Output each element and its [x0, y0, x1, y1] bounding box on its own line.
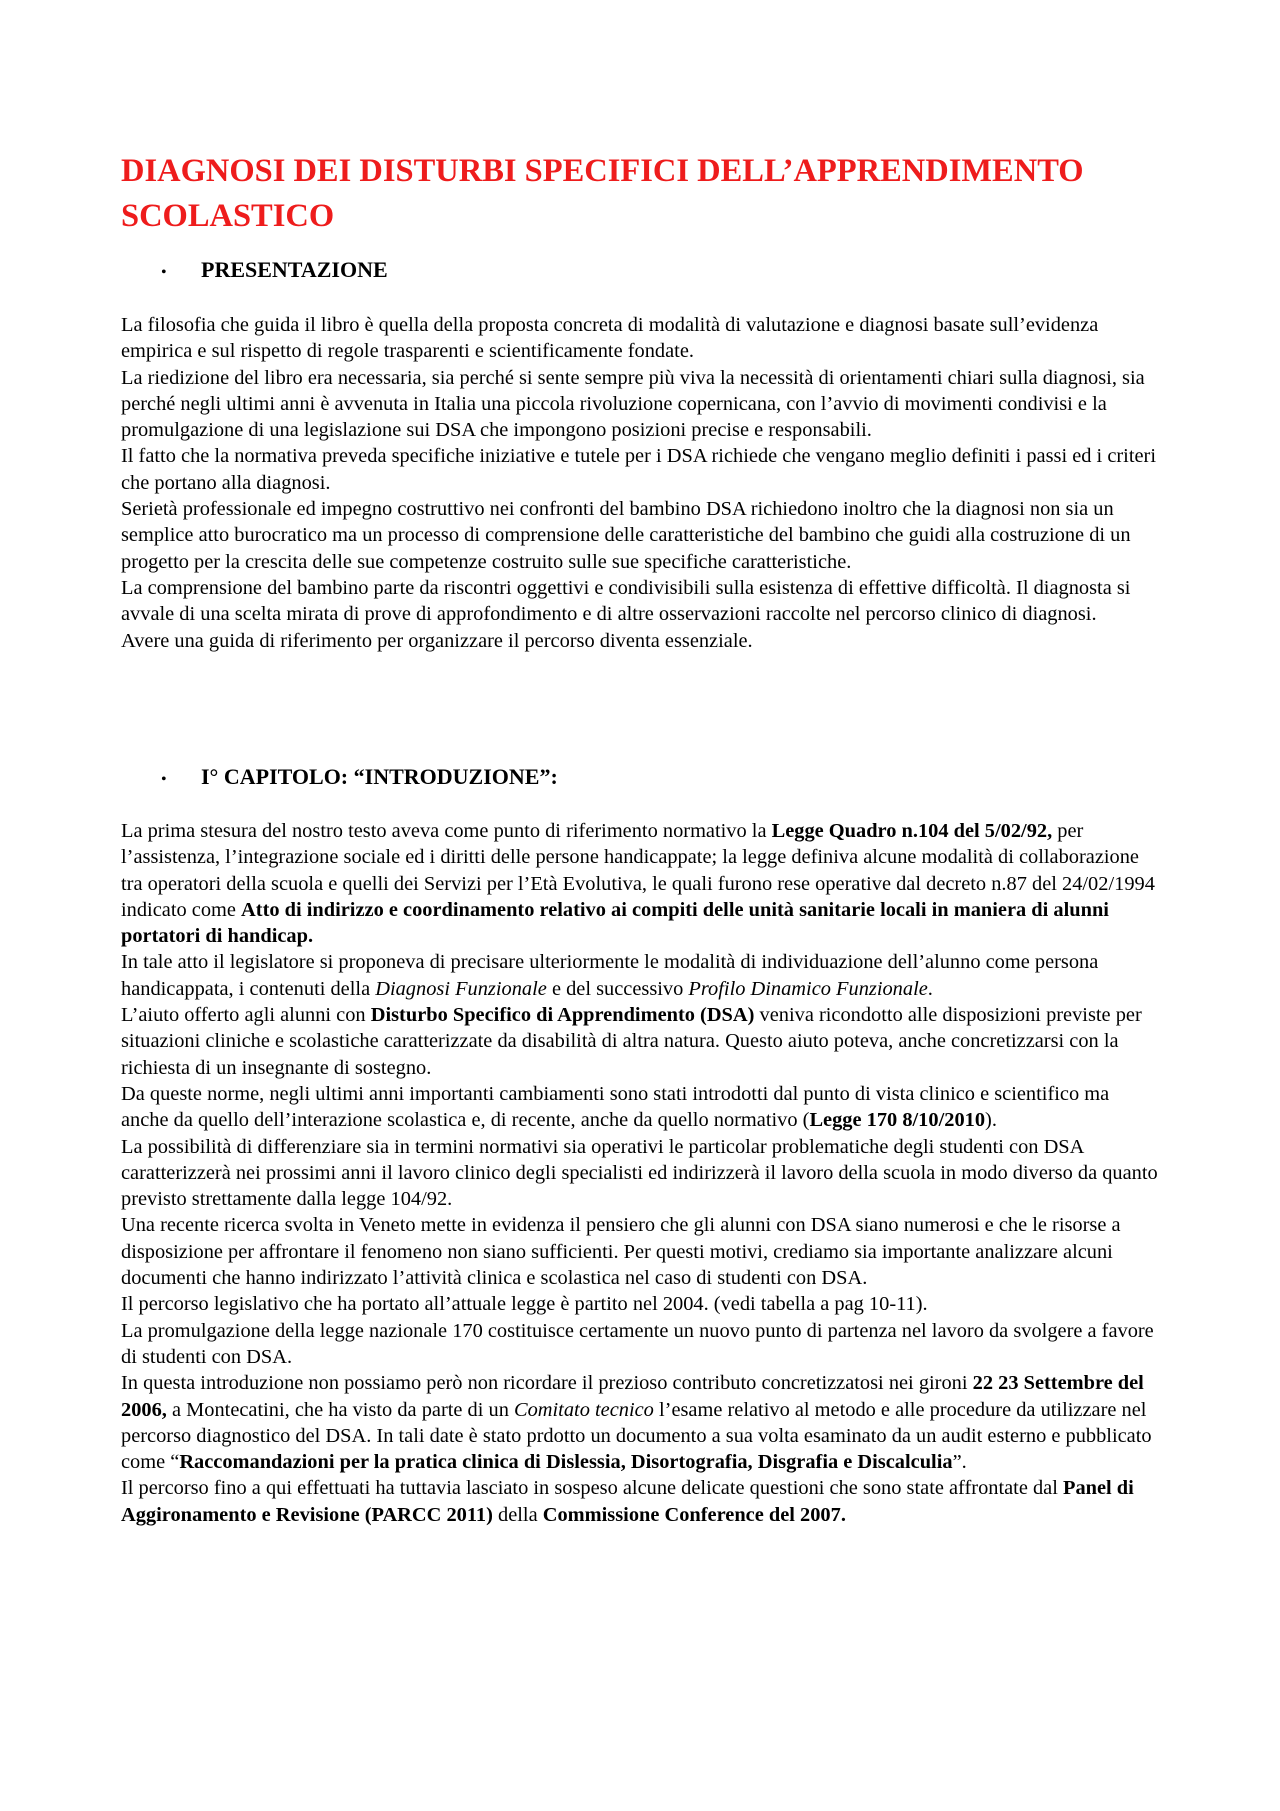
- text-run: L’aiuto offerto agli alunni con: [121, 1004, 371, 1027]
- text-run: a Montecatini, che ha visto da parte di un: [166, 1398, 514, 1421]
- paragraph: [121, 1081, 1161, 1134]
- paragraph: Il fatto che la normativa preveda specifiche iniziative e tutele per i DSA richiede che vengano meglio definiti i passi ed i criteri che portano alla diagnosi.: [121, 445, 1156, 494]
- paragraph: [121, 1002, 1161, 1081]
- italic-run: Diagnosi Funzionale: [375, 977, 547, 1000]
- section-body-presentazione: [121, 312, 1161, 654]
- italic-run: Comitato tecnico: [514, 1398, 654, 1421]
- bold-run: Commissione Conference del 2007.: [542, 1503, 846, 1526]
- bold-run: Panel di Aggironamento e Revisione (PARCC 2011): [121, 1477, 1134, 1526]
- italic-run: Profilo Dinamico Funzionale: [688, 977, 928, 1000]
- text-run: per l’assistenza, l’integrazione sociale ed i diritti delle persone handicappate; la legge definiva alcune modalità di collaborazione tra operatori della scuola e quelli dei Servizi per l’Età Evolutiva, le quali furono rese operative dal decreto n.87 del 24/02/1994 indicato come: [121, 820, 1155, 921]
- paragraph: Una recente ricerca svolta in Veneto mette in evidenza il pensiero che gli alunni con DSA siano numerosi e che le risorse a disposizione per affrontare il fenomeno non siano sufficienti. Per questi motivi, crediamo sia importante analizzare alcuni documenti che hanno indirizzato l’attività clinica e scolastica nel caso di studenti con DSA.: [121, 1214, 1121, 1290]
- paragraph: La riedizione del libro era necessaria, sia perché si sente sempre più viva la necessità di orientamenti chiari sulla diagnosi, sia perché negli ultimi anni è avvenuta in Italia una piccola rivoluzione copernicana, con l’avvio di movimenti condivisi e la promulgazione di una legislazione sui DSA che impongono posizioni precise e responsabili.: [121, 366, 1145, 442]
- section-heading-text: I° CAPITOLO: “INTRODUZIONE”:: [201, 764, 558, 789]
- section-body-introduzione: [121, 818, 1161, 1528]
- text-run: della: [492, 1503, 543, 1526]
- paragraph: La promulgazione della legge nazionale 170 costituisce certamente un nuovo punto di partenza nel lavoro da svolgere a favore di studenti con DSA.: [121, 1319, 1154, 1368]
- text-run: ”.: [952, 1451, 967, 1474]
- bold-run: Disturbo Specifico di Apprendimento (DSA): [370, 1004, 755, 1027]
- text-run: Il percorso fino a qui effettuati ha tuttavia lasciato in sospeso alcune delicate questioni che sono state affrontate dal: [121, 1477, 1063, 1500]
- paragraph: [121, 949, 1161, 1002]
- text-run: ).: [985, 1109, 997, 1132]
- document-title: DIAGNOSI DEI DISTURBI SPECIFICI DELL’APPRENDIMENTO SCOLASTICO: [121, 153, 1084, 234]
- paragraph: [121, 1475, 1161, 1528]
- paragraph: Serietà professionale ed impegno costruttivo nei confronti del bambino DSA richiedono inoltro che la diagnosi non sia un semplice atto burocratico ma un processo di comprensione delle caratteristiche del bambino che guidi alla costruzione di un progetto per la crescita delle sue competenze costruito sulle sue specifiche caratteristiche.: [121, 498, 1131, 573]
- paragraph: Il percorso legislativo che ha portato all’attuale legge è partito nel 2004. (vedi tabella a pag 10-11).: [121, 1293, 928, 1316]
- bullet-marker: •: [161, 264, 167, 281]
- text-run: In tale atto il legislatore si proponeva di precisare ulteriormente le modalità di individuazione dell’alunno come persona handicappata, i contenuti della: [121, 951, 1099, 1000]
- text-run: .: [927, 977, 933, 1000]
- text-run: In questa introduzione non possiamo però non ricordare il prezioso contributo concretizzatosi nei gironi: [121, 1372, 973, 1395]
- section-heading-introduzione: [161, 762, 558, 795]
- bold-run: 22 23 Settembre del 2006,: [121, 1372, 1144, 1421]
- text-run: e del successivo: [546, 977, 689, 1000]
- text-run: Da queste norme, negli ultimi anni importanti cambiamenti sono stati introdotti dal punto di vista clinico e scientifico ma anche da quello dell’interazione scolastica e, di recente, anche da quello normativo (: [121, 1082, 1110, 1132]
- paragraph: La possibilità di differenziare sia in termini normativi sia operativi le particolar problematiche degli studenti con DSA caratterizzerà nei prossimi anni il lavoro clinico degli specialisti ed indirizzerà il lavoro della scuola in modo diverso da quanto previsto strettamente dalla legge 104/92.: [121, 1135, 1158, 1211]
- bold-run: Raccomandazioni per la pratica clinica di Dislessia, Disortografia, Disgrafia e Discalculia: [179, 1451, 953, 1474]
- paragraph: [121, 1370, 1161, 1475]
- section-heading-text: PRESENTAZIONE: [201, 257, 388, 282]
- section-heading-presentazione: [161, 255, 388, 288]
- text-run: La prima stesura del nostro testo aveva come punto di riferimento normativo la: [121, 820, 772, 842]
- bold-run: Legge 170 8/10/2010: [809, 1109, 986, 1132]
- paragraph: Avere una guida di riferimento per organizzare il percorso diventa essenziale.: [121, 629, 753, 652]
- bold-run: Atto di indirizzo e coordinamento relativo ai compiti delle unità sanitarie locali in maniera di alunni portatori di handicap.: [121, 898, 1109, 948]
- bold-run: Legge Quadro n.104 del 5/02/92,: [771, 820, 1053, 842]
- text-run: veniva ricondotto alle disposizioni previste per situazioni cliniche e scolastiche caratterizzate da disabilità di altra natura. Questo aiuto poteva, anche concretizzarsi con la richiesta di un insegnante di sostegno.: [121, 1004, 1142, 1079]
- paragraph: [121, 818, 1161, 949]
- paragraph: La comprensione del bambino parte da riscontri oggettivi e condivisibili sulla esistenza di effettive difficoltà. Il diagnosta si avvale di una scelta mirata di prove di approfondimento e di altre osservazioni raccolte nel percorso clinico di diagnosi.: [121, 576, 1131, 626]
- paragraph: La filosofia che guida il libro è quella della proposta concreta di modalità di valutazione e diagnosi basate sull’evidenza empirica e sul rispetto di regole trasparenti e scientificamente fondate.: [121, 314, 1099, 363]
- text-run: l’esame relativo al metodo e alle procedure da utilizzare nel percorso diagnostico del DSA. In tali date è stato prdotto un documento a sua volta esaminato da un audit esterno e pubblicato come “: [121, 1398, 1152, 1474]
- bullet-marker: •: [161, 771, 167, 788]
